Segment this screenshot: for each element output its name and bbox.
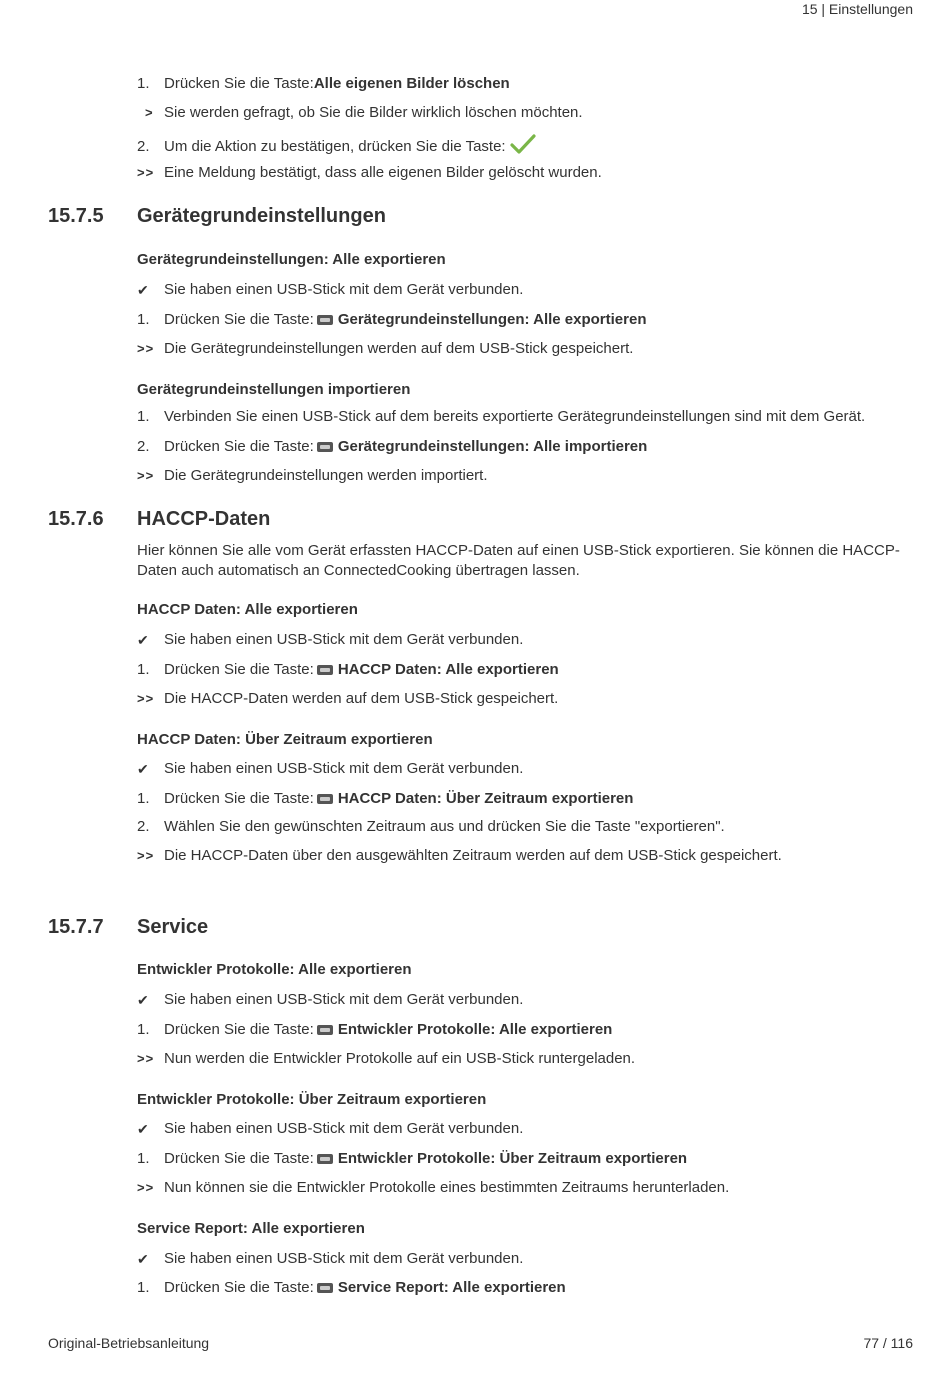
page-header: 15 | Einstellungen — [801, 1, 913, 17]
step-text: Drücken Sie die Taste: — [164, 1021, 314, 1038]
section-number: 15.7.6 — [48, 508, 104, 530]
step-consequence — [137, 103, 920, 123]
footer-document-title: Original-Betriebsanleitung — [48, 1335, 210, 1351]
subheading: Service Report: Alle exportieren — [137, 1220, 365, 1237]
result-text: Die Gerätegrundeinstellungen werden importiert. — [164, 467, 488, 484]
step — [137, 1149, 920, 1169]
subheading: Gerätegrundeinstellungen: Alle exportieren — [137, 251, 446, 268]
result-marker: >> — [137, 468, 155, 483]
step-button-name: Entwickler Protokolle: Über Zeitraum exportieren — [337, 1150, 688, 1167]
step-number: 1. — [137, 1150, 150, 1167]
result — [137, 466, 920, 486]
step — [137, 1020, 920, 1040]
step-button-name: Alle eigenen Bilder löschen — [313, 75, 510, 92]
consequence-text: Sie werden gefragt, ob Sie die Bilder wirklich löschen möchten. — [164, 104, 583, 121]
step-number: 1. — [137, 661, 150, 678]
result-text: Eine Meldung bestätigt, dass alle eigenen Bilder gelöscht wurden. — [164, 164, 602, 181]
step-number: 1. — [137, 75, 150, 92]
step-text: Verbinden Sie einen USB-Stick auf dem bereits exportierte Gerätegrundeinstellungen sind mit dem Gerät. — [164, 408, 866, 425]
step — [137, 74, 920, 94]
section-number: 15.7.5 — [48, 205, 104, 227]
prerequisite-text: Sie haben einen USB-Stick mit dem Gerät verbunden. — [164, 991, 524, 1008]
step-number: 1. — [137, 311, 150, 328]
step — [137, 817, 920, 837]
footer-page-number: 77 / 116 — [863, 1335, 913, 1351]
subheading: Gerätegrundeinstellungen importieren — [137, 381, 411, 398]
result-text: Nun werden die Entwickler Protokolle auf ein USB-Stick runtergeladen. — [164, 1050, 636, 1067]
result-marker: >> — [137, 165, 155, 180]
prerequisite-text: Sie haben einen USB-Stick mit dem Gerät verbunden. — [164, 1250, 524, 1267]
result-text: Die HACCP-Daten über den ausgewählten Zeitraum werden auf dem USB-Stick gespeichert. — [164, 847, 782, 864]
step-button-name: Entwickler Protokolle: Alle exportieren — [337, 1021, 613, 1038]
step-number: 1. — [137, 408, 150, 425]
device-button-icon — [317, 315, 333, 325]
arrow-marker: > — [145, 105, 153, 120]
checkmark-icon: ✔ — [137, 761, 149, 777]
step — [137, 437, 920, 457]
step-text: Drücken Sie die Taste: — [164, 438, 314, 455]
step-number: 1. — [137, 1021, 150, 1038]
checkmark-icon: ✔ — [137, 282, 149, 298]
step-text: Drücken Sie die Taste: — [164, 75, 314, 92]
prerequisite — [137, 1249, 920, 1269]
prerequisite-text: Sie haben einen USB-Stick mit dem Gerät verbunden. — [164, 631, 524, 648]
result-marker: >> — [137, 691, 155, 706]
step-button-name: Gerätegrundeinstellungen: Alle importieren — [337, 438, 648, 455]
checkmark-icon: ✔ — [137, 1251, 149, 1267]
step-text: Wählen Sie den gewünschten Zeitraum aus und drücken Sie die Taste "exportieren". — [164, 818, 725, 835]
prerequisite — [137, 990, 920, 1010]
result — [137, 163, 920, 183]
checkmark-icon: ✔ — [137, 632, 149, 648]
step-number: 2. — [137, 438, 150, 455]
green-checkmark-icon — [510, 134, 536, 160]
checkmark-icon: ✔ — [137, 1121, 149, 1137]
prerequisite-text: Sie haben einen USB-Stick mit dem Gerät verbunden. — [164, 760, 524, 777]
result — [137, 846, 920, 866]
step-text: Drücken Sie die Taste: — [164, 790, 314, 807]
prerequisite — [137, 280, 920, 300]
step-number: 2. — [137, 138, 150, 155]
prerequisite — [137, 759, 920, 779]
step-number: 1. — [137, 1279, 150, 1296]
step-number: 1. — [137, 790, 150, 807]
section-title: HACCP-Daten — [137, 508, 271, 530]
device-button-icon — [317, 1025, 333, 1035]
result-text: Die Gerätegrundeinstellungen werden auf dem USB-Stick gespeichert. — [164, 340, 634, 357]
result — [137, 339, 920, 359]
device-button-icon — [317, 794, 333, 804]
result — [137, 1178, 920, 1198]
step — [137, 310, 920, 330]
prerequisite — [137, 1119, 920, 1139]
section-title: Gerätegrundeinstellungen — [137, 205, 386, 227]
result-marker: >> — [137, 341, 155, 356]
device-button-icon — [317, 1283, 333, 1293]
prerequisite-text: Sie haben einen USB-Stick mit dem Gerät verbunden. — [164, 281, 524, 298]
step — [137, 660, 920, 680]
result-marker: >> — [137, 1051, 155, 1066]
device-button-icon — [317, 1154, 333, 1164]
subheading: HACCP Daten: Über Zeitraum exportieren — [137, 731, 433, 748]
step-text: Drücken Sie die Taste: — [164, 661, 314, 678]
step-button-name: Gerätegrundeinstellungen: Alle exportieren — [337, 311, 647, 328]
subheading: Entwickler Protokolle: Über Zeitraum exportieren — [137, 1091, 487, 1108]
subheading: HACCP Daten: Alle exportieren — [137, 601, 358, 618]
device-button-icon — [317, 665, 333, 675]
step-button-name: HACCP Daten: Alle exportieren — [337, 661, 559, 678]
step — [137, 134, 920, 160]
step-number: 2. — [137, 818, 150, 835]
result-text: Nun können sie die Entwickler Protokolle eines bestimmten Zeitraums herunterladen. — [164, 1179, 730, 1196]
result — [137, 689, 920, 709]
prerequisite-text: Sie haben einen USB-Stick mit dem Gerät verbunden. — [164, 1120, 524, 1137]
device-button-icon — [317, 442, 333, 452]
step-text: Drücken Sie die Taste: — [164, 1150, 314, 1167]
result-marker: >> — [137, 848, 155, 863]
prerequisite — [137, 630, 920, 650]
checkmark-icon: ✔ — [137, 992, 149, 1008]
step — [137, 1278, 920, 1298]
result — [137, 1049, 920, 1069]
subheading: Entwickler Protokolle: Alle exportieren — [137, 961, 412, 978]
step-text: Um die Aktion zu bestätigen, drücken Sie die Taste: — [164, 138, 506, 155]
step-text: Drücken Sie die Taste: — [164, 1279, 314, 1296]
section-title: Service — [137, 916, 209, 938]
result-text: Die HACCP-Daten werden auf dem USB-Stick gespeichert. — [164, 690, 559, 707]
step-button-name: Service Report: Alle exportieren — [337, 1279, 566, 1296]
step — [137, 407, 920, 427]
section-number: 15.7.7 — [48, 916, 104, 938]
step — [137, 789, 920, 809]
step-button-name: HACCP Daten: Über Zeitraum exportieren — [337, 790, 634, 807]
section-description: Hier können Sie alle vom Gerät erfassten HACCP-Daten auf einen USB-Stick exportieren. Sie können die HACCP-Daten auch automatisch an ConnectedCooking übertragen lassen. — [137, 542, 900, 579]
step-text: Drücken Sie die Taste: — [164, 311, 314, 328]
result-marker: >> — [137, 1180, 155, 1195]
